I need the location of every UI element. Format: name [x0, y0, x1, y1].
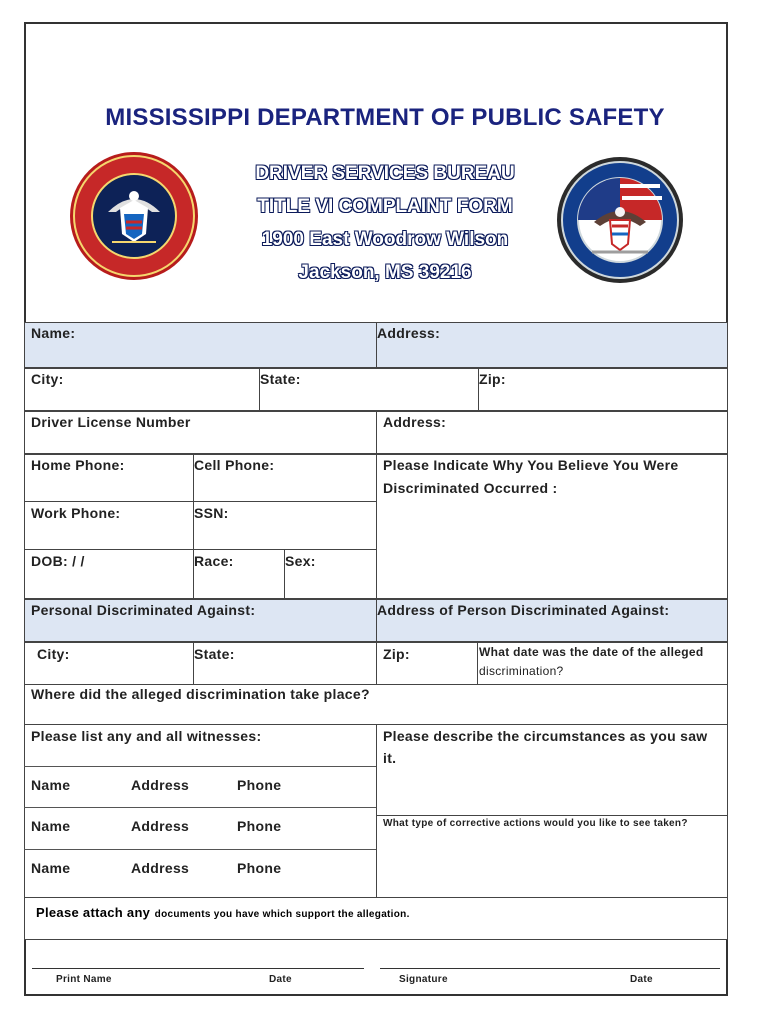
name-field[interactable]	[24, 322, 377, 368]
race-label: Race:	[194, 553, 234, 569]
signature-label: Signature	[399, 974, 448, 985]
zip-2-label: Zip:	[383, 646, 410, 662]
witness-2-address: Address	[131, 818, 190, 834]
attach-rest: documents you have which support the allegation.	[154, 909, 410, 920]
zip-field[interactable]	[478, 368, 728, 411]
date-label-2: Date	[630, 974, 653, 985]
mdps-seal-left	[68, 150, 200, 282]
witnesses-box[interactable]	[24, 724, 377, 898]
person-discriminated-label: Personal Discriminated Against:	[31, 602, 256, 618]
zip-label: Zip:	[479, 371, 506, 387]
witness-3-address: Address	[131, 860, 190, 876]
address-label: Address:	[377, 325, 441, 341]
witness-1-phone: Phone	[237, 777, 282, 793]
city-label: City:	[31, 371, 64, 387]
where-label: Where did the alleged discrimination take place?	[31, 686, 370, 702]
cell-phone-label: Cell Phone:	[194, 457, 275, 473]
signature-line[interactable]	[380, 968, 720, 969]
why-label-line-1: Please Indicate Why You Believe You Were	[383, 457, 679, 473]
home-phone-label: Home Phone:	[31, 457, 125, 473]
alleged-date-label-line-2: discrimination?	[479, 664, 564, 678]
page-title: MISSISSIPPI DEPARTMENT OF PUBLIC SAFETY	[105, 104, 665, 131]
name-label: Name:	[31, 325, 76, 341]
witnesses-label: Please list any and all witnesses:	[31, 728, 262, 744]
alleged-date-label-line-1: What date was the date of the alleged	[479, 645, 704, 659]
header-line-4: Jackson, MS 39216	[298, 262, 472, 283]
why-discriminated-field[interactable]	[376, 454, 728, 599]
witness-2-name: Name	[31, 818, 71, 834]
corrective-label: What type of corrective actions would you like to see taken?	[383, 818, 688, 829]
state-label: State:	[260, 371, 301, 387]
witness-3-phone: Phone	[237, 860, 282, 876]
state-2-label: State:	[194, 646, 235, 662]
attach-documents-note	[36, 904, 410, 922]
ssn-label: SSN:	[194, 505, 229, 521]
witness-divider-2	[24, 807, 377, 808]
witness-divider-3	[24, 849, 377, 850]
address-2-label: Address:	[383, 414, 447, 430]
dps-seal-right	[556, 156, 684, 284]
header-line-2: TITLE VI COMPLAINT FORM	[257, 196, 513, 217]
address-person-label: Address of Person Discriminated Against:	[377, 602, 670, 618]
print-name-line[interactable]	[32, 968, 364, 969]
driver-license-label: Driver License Number	[31, 414, 191, 430]
header-line-3: 1900 East Woodrow Wilson	[261, 229, 509, 250]
why-label-line-2: Discriminated Occurred :	[383, 480, 558, 496]
header-line-1: DRIVER SERVICES BUREAU	[255, 163, 515, 184]
witness-3-name: Name	[31, 860, 71, 876]
witness-1-name: Name	[31, 777, 71, 793]
describe-label-line-2: it.	[383, 750, 397, 766]
witness-2-phone: Phone	[237, 818, 282, 834]
print-name-label: Print Name	[56, 974, 112, 985]
witness-divider-1	[24, 766, 377, 767]
work-phone-label: Work Phone:	[31, 505, 121, 521]
sex-label: Sex:	[285, 553, 316, 569]
city-2-label: City:	[37, 646, 70, 662]
attach-bold: Please attach any	[36, 905, 151, 920]
witness-1-address: Address	[131, 777, 190, 793]
dob-label: DOB: / /	[31, 553, 85, 569]
date-label-1: Date	[269, 974, 292, 985]
describe-label-line-1: Please describe the circumstances as you saw	[383, 728, 708, 744]
